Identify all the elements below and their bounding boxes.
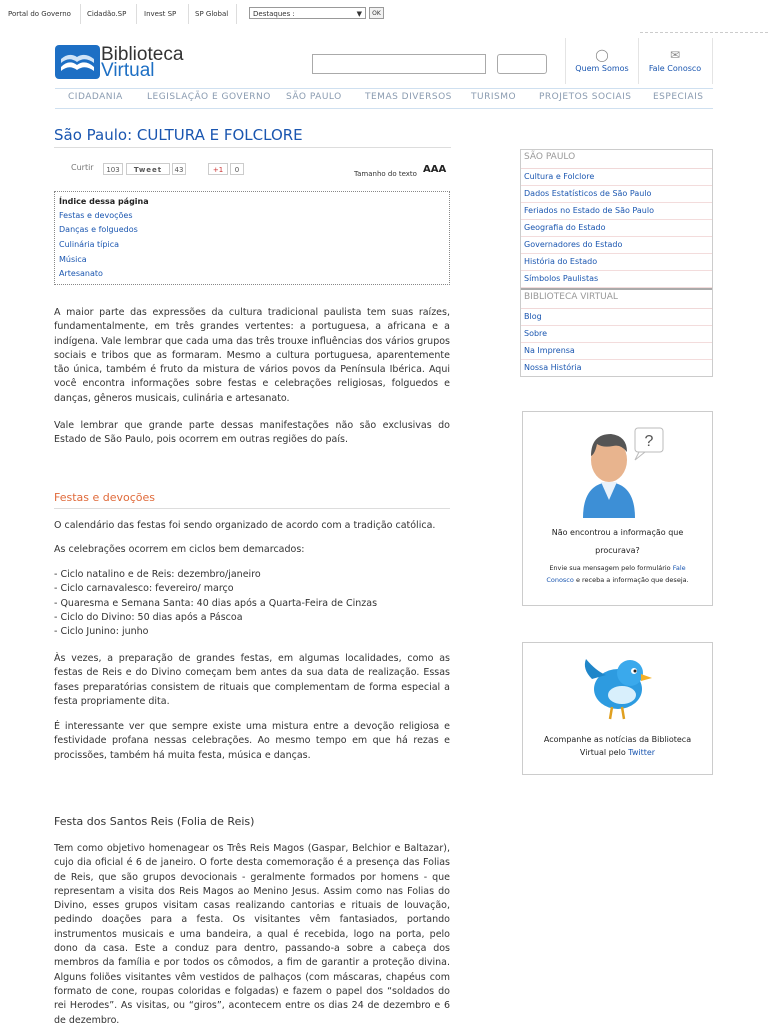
- subsection-title-reis: Festa dos Santos Reis (Folia de Reis): [54, 815, 255, 828]
- person-question-icon: [563, 420, 673, 520]
- divider: [640, 32, 768, 33]
- sidebar-item-geografia[interactable]: Geografia do Estado: [521, 220, 712, 237]
- index-title: Índice dessa página: [59, 197, 149, 206]
- nav-projetos-sociais[interactable]: PROJETOS SOCIAIS: [539, 92, 632, 102]
- divider: [54, 147, 451, 148]
- list-item: - Ciclo Junino: junho: [54, 626, 149, 638]
- envelope-icon: ✉: [669, 48, 681, 62]
- nav-cidadania[interactable]: CIDADANIA: [68, 92, 123, 102]
- sidebar-item-cultura[interactable]: Cultura e Folclore: [521, 169, 712, 186]
- page-title: São Paulo: CULTURA E FOLCLORE: [54, 126, 303, 144]
- chevron-down-icon: ▼: [356, 10, 362, 18]
- curtir-count: 103: [103, 163, 123, 175]
- fale-conosco-link[interactable]: [640, 48, 710, 73]
- tweet-count: 43: [172, 163, 186, 175]
- festas-paragraph: Às vezes, a preparação de grandes festas, em algumas localidades, como as festas de Reis e do Divino começam bem antes da sua data de realização. Essas fases preparatórias consistem de rituais que complementam de forma especial a festa propriamente dita.: [54, 653, 450, 707]
- search-input[interactable]: [312, 54, 486, 74]
- quem-somos-link[interactable]: [567, 48, 637, 73]
- list-item: - Quaresma e Semana Santa: 40 dias após a Quarta-Feira de Cinzas: [54, 597, 378, 609]
- svg-text:?: ?: [644, 433, 653, 450]
- destaques-select[interactable]: [249, 7, 366, 19]
- person-icon: ◯: [595, 48, 609, 62]
- twitter-bird-icon[interactable]: [578, 649, 658, 725]
- list-item: - Ciclo carnavalesco: fevereiro/ março: [54, 583, 234, 595]
- gov-bar: [0, 0, 768, 30]
- curtir-button[interactable]: Curtir: [71, 163, 94, 172]
- help-card-title-line: Não encontrou a informação que: [551, 528, 684, 537]
- tweet-button[interactable]: Tweet: [126, 163, 170, 175]
- gov-link-portal[interactable]: Portal do Governo: [8, 10, 71, 18]
- divider: [54, 508, 450, 509]
- nav-especiais[interactable]: ESPECIAIS: [653, 92, 704, 102]
- section-title-festas: Festas e devoções: [54, 491, 156, 504]
- fale-conosco-card-link[interactable]: Fale: [672, 564, 686, 572]
- fale-conosco-label: Fale Conosco: [648, 64, 702, 73]
- page-index: [54, 191, 450, 285]
- twitter-card-line: Acompanhe as notícias da Biblioteca: [543, 735, 692, 744]
- ok-button[interactable]: OK: [369, 7, 384, 19]
- sidebar-item-historia[interactable]: História do Estado: [521, 254, 712, 271]
- help-card-text: [523, 562, 712, 586]
- nav-legislacao[interactable]: LEGISLAÇÃO E GOVERNO: [147, 92, 271, 102]
- reis-paragraph: Tem como objetivo homenagear os Três Reis Magos (Gaspar, Belchior e Baltazar), cujo dia oficial é 6 de janeiro. O forte desta comemoração é a presença das Folias de Reis, que são grupos devocionais - geralmente formados por homens - que representam a visita dos Reis Magos ao Menino Jesus. Assim como nas Folias do Divino, esses grupos visitam casas realizando cantorias e rituais de louvação, pedindo doações para a festa. Os visitantes vêm fantasiados, portando instrumentos musicais e uma bandeira, a qual é recebida, logo na porta, pelo dono da casa. Este a conduz para dentro, passando-a sobre a cabeça dos membros da família e por todos os cômodos, a fim de garantir a proteção divina. Alguns foliões visitantes vêm vestidos de palhaços (com máscaras, chapéus com formato de cone, roupas coloridas e folgadas) e fazem o papel dos “soldados do rei Herodes”. As visitas, ou “giros”, acontecem entre os dias 24 de dezembro e 6 de dezembro.: [54, 843, 450, 1026]
- text-size-buttons[interactable]: AAA: [423, 164, 447, 175]
- index-link-culinaria[interactable]: Culinária típica: [59, 240, 119, 249]
- destaques-select-value: Destaques :: [253, 10, 295, 18]
- gplus-button[interactable]: +1: [208, 163, 228, 175]
- gov-link-invest[interactable]: Invest SP: [144, 10, 177, 18]
- festas-paragraph: As celebrações ocorrem em ciclos bem demarcados:: [54, 544, 305, 555]
- twitter-card-line: Virtual pelo: [579, 748, 629, 757]
- sidebar-item-imprensa[interactable]: Na Imprensa: [521, 343, 712, 360]
- divider: [638, 38, 639, 84]
- divider: [188, 4, 189, 24]
- twitter-card-text: [523, 733, 712, 759]
- logo-text-virtual[interactable]: Virtual: [101, 60, 155, 81]
- divider: [80, 4, 81, 24]
- sidebar-item-dados[interactable]: Dados Estatísticos de São Paulo: [521, 186, 712, 203]
- logo-text-biblioteca[interactable]: Biblioteca: [101, 44, 184, 65]
- gov-link-cidadao[interactable]: Cidadão.SP: [87, 10, 127, 18]
- gplus-count: 0: [230, 163, 244, 175]
- main-nav: [55, 88, 713, 109]
- index-link-dancas[interactable]: Danças e folguedos: [59, 225, 138, 234]
- fale-conosco-card-link-2[interactable]: Conosco: [546, 576, 574, 584]
- intro-paragraph-2: Vale lembrar que grande parte dessas manifestações não são exclusivas do Estado de São Paulo, pois ocorrem em outras regiões do país.: [54, 420, 450, 446]
- text-size-label: Tamanho do texto: [354, 170, 417, 178]
- nav-turismo[interactable]: TURISMO: [471, 92, 517, 102]
- twitter-card: [522, 642, 713, 775]
- festas-paragraph: O calendário das festas foi sendo organizado de acordo com a tradição católica.: [54, 520, 436, 531]
- sidebar-item-blog[interactable]: Blog: [521, 309, 712, 326]
- divider: [136, 4, 137, 24]
- divider: [712, 38, 713, 84]
- divider: [565, 38, 566, 84]
- twitter-link[interactable]: Twitter: [628, 748, 656, 757]
- sidebar-item-simbolos[interactable]: Símbolos Paulistas: [521, 271, 712, 288]
- help-card: [522, 411, 713, 606]
- sidebar-category-sao-paulo: SÃO PAULO: [521, 150, 712, 169]
- cycles-list: [54, 568, 450, 639]
- list-item: - Ciclo natalino e de Reis: dezembro/janeiro: [54, 569, 261, 580]
- nav-temas-diversos[interactable]: TEMAS DIVERSOS: [365, 92, 452, 102]
- search-button[interactable]: [497, 54, 547, 74]
- sidebar-item-feriados[interactable]: Feriados no Estado de São Paulo: [521, 203, 712, 220]
- quem-somos-label: Quem Somos: [575, 64, 629, 73]
- divider: [236, 4, 237, 24]
- festas-paragraph: É interessante ver que sempre existe uma mistura entre a devoção religiosa e festividade profana nessas celebrações. Ao mesmo tempo em que há rezas e procissões, também há muita festa, música e danças.: [54, 721, 450, 761]
- gov-link-spglobal[interactable]: SP Global: [195, 10, 229, 18]
- intro-paragraph: A maior parte das expressões da cultura tradicional paulista tem suas raízes, fundamentalmente, em três grandes vertentes: a portuguesa, a africana e a indígena. Vale lembrar que cada uma das três trouxe influências dos vários grupos sociais e tribos que as formaram. Mesmo a cultura portuguesa, aparentemente tão única, também é fruto da mistura de vários povos da Península Ibérica. Aqui você encontra informações sobre festas e celebrações religiosas, folguedos e danças, gêneros musicais, culinária e artesanato.: [54, 307, 450, 404]
- help-card-text-part: Envie sua mensagem pelo formulário: [549, 564, 673, 572]
- index-link-musica[interactable]: Música: [59, 255, 87, 264]
- help-card-title: [523, 524, 712, 560]
- sidebar-category-biblioteca: BIBLIOTECA VIRTUAL: [521, 288, 712, 309]
- help-card-title-line: procurava?: [595, 546, 640, 555]
- sidebar-menu: [520, 149, 713, 377]
- index-link-artesanato[interactable]: Artesanato: [59, 269, 103, 278]
- sidebar-item-governadores[interactable]: Governadores do Estado: [521, 237, 712, 254]
- sidebar-item-nossa-historia[interactable]: Nossa História: [524, 363, 582, 372]
- nav-sao-paulo[interactable]: SÃO PAULO: [286, 92, 342, 102]
- sidebar-item-sobre[interactable]: Sobre: [521, 326, 712, 343]
- index-link-festas[interactable]: Festas e devoções: [59, 211, 133, 220]
- list-item: - Ciclo do Divino: 50 dias após a Páscoa: [54, 611, 243, 623]
- book-logo-icon[interactable]: [55, 45, 100, 79]
- help-card-text-part: e receba a informação que deseja.: [573, 576, 689, 584]
